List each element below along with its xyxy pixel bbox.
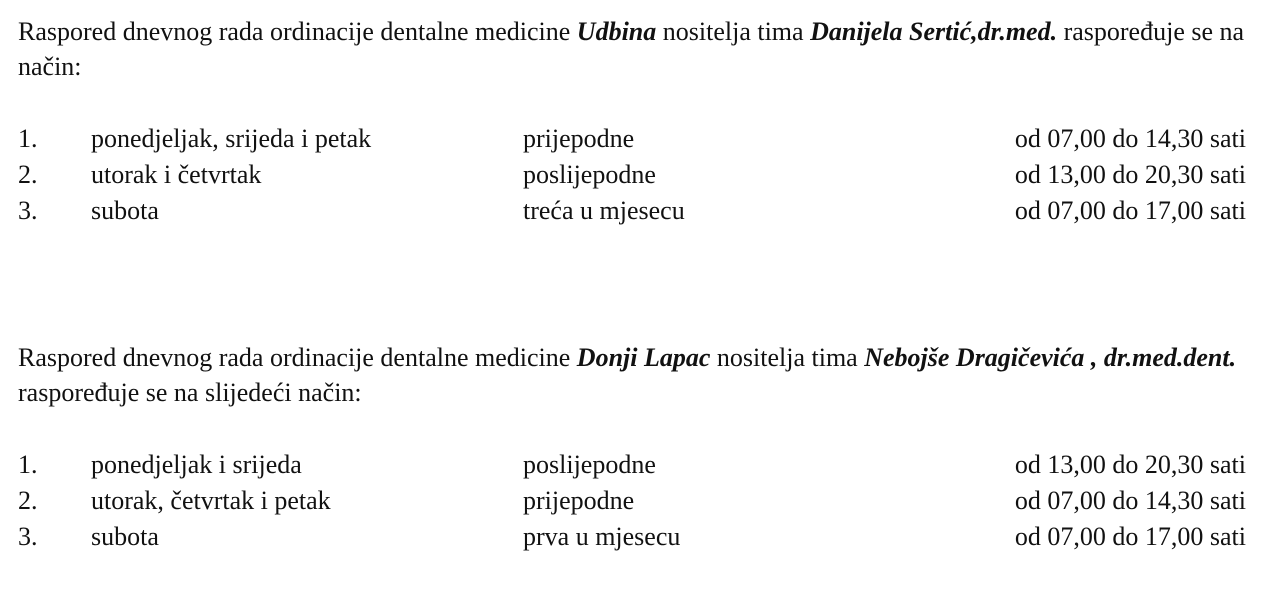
team-lead-name: Nebojše Dragičevića , dr.med.dent. <box>864 343 1237 372</box>
row-days: utorak, četvrtak i petak <box>91 486 331 515</box>
row-period: prijepodne <box>523 124 635 153</box>
row-number: 3. <box>18 196 38 225</box>
row-days: subota <box>91 196 159 225</box>
row-period: prva u mjesecu <box>523 522 681 551</box>
schedule-row <box>18 447 1268 483</box>
intro-paragraph <box>18 14 1268 84</box>
row-days: ponedjeljak, srijeda i petak <box>91 124 372 153</box>
schedule-row <box>18 519 1268 555</box>
row-number: 1. <box>18 450 38 479</box>
row-hours: od 07,00 do 14,30 sati <box>1014 124 1246 153</box>
row-hours: od 07,00 do 14,30 sati <box>1014 486 1246 515</box>
row-hours: od 13,00 do 20,30 sati <box>1014 450 1246 479</box>
row-period: treća u mjesecu <box>523 196 685 225</box>
schedule-section-donji-lapac <box>18 340 1268 555</box>
clinic-name: Donji Lapac <box>576 343 711 372</box>
intro-paragraph <box>18 340 1268 410</box>
clinic-name: Udbina <box>576 17 657 46</box>
row-number: 3. <box>18 522 38 551</box>
row-hours: od 13,00 do 20,30 sati <box>1014 160 1246 189</box>
intro-text-mid: nositelja tima <box>656 17 811 46</box>
schedule-row <box>18 157 1268 193</box>
schedule-list <box>18 121 1268 229</box>
intro-text-mid: nositelja tima <box>710 343 865 372</box>
schedule-row <box>18 193 1268 229</box>
schedule-list <box>18 447 1268 555</box>
row-days: ponedjeljak i srijeda <box>91 450 302 479</box>
intro-text-post: raspoređuje se na način: <box>18 17 1245 81</box>
row-number: 2. <box>18 486 38 515</box>
schedule-row <box>18 483 1268 519</box>
team-lead-name: Danijela Sertić,dr.med. <box>810 17 1058 46</box>
schedule-row <box>18 121 1268 157</box>
schedule-section-udbina <box>18 14 1268 229</box>
row-days: subota <box>91 522 159 551</box>
row-hours: od 07,00 do 17,00 sati <box>1014 522 1246 551</box>
row-period: poslijepodne <box>523 160 656 189</box>
row-period: poslijepodne <box>523 450 656 479</box>
row-number: 2. <box>18 160 38 189</box>
intro-text-pre: Raspored dnevnog rada ordinacije dentalne medicine <box>18 17 577 46</box>
intro-text-pre: Raspored dnevnog rada ordinacije dentalne medicine <box>18 343 577 372</box>
row-period: prijepodne <box>523 486 635 515</box>
row-number: 1. <box>18 124 38 153</box>
intro-text-post: raspoređuje se na slijedeći način: <box>18 378 362 407</box>
row-hours: od 07,00 do 17,00 sati <box>1014 196 1246 225</box>
row-days: utorak i četvrtak <box>91 160 262 189</box>
